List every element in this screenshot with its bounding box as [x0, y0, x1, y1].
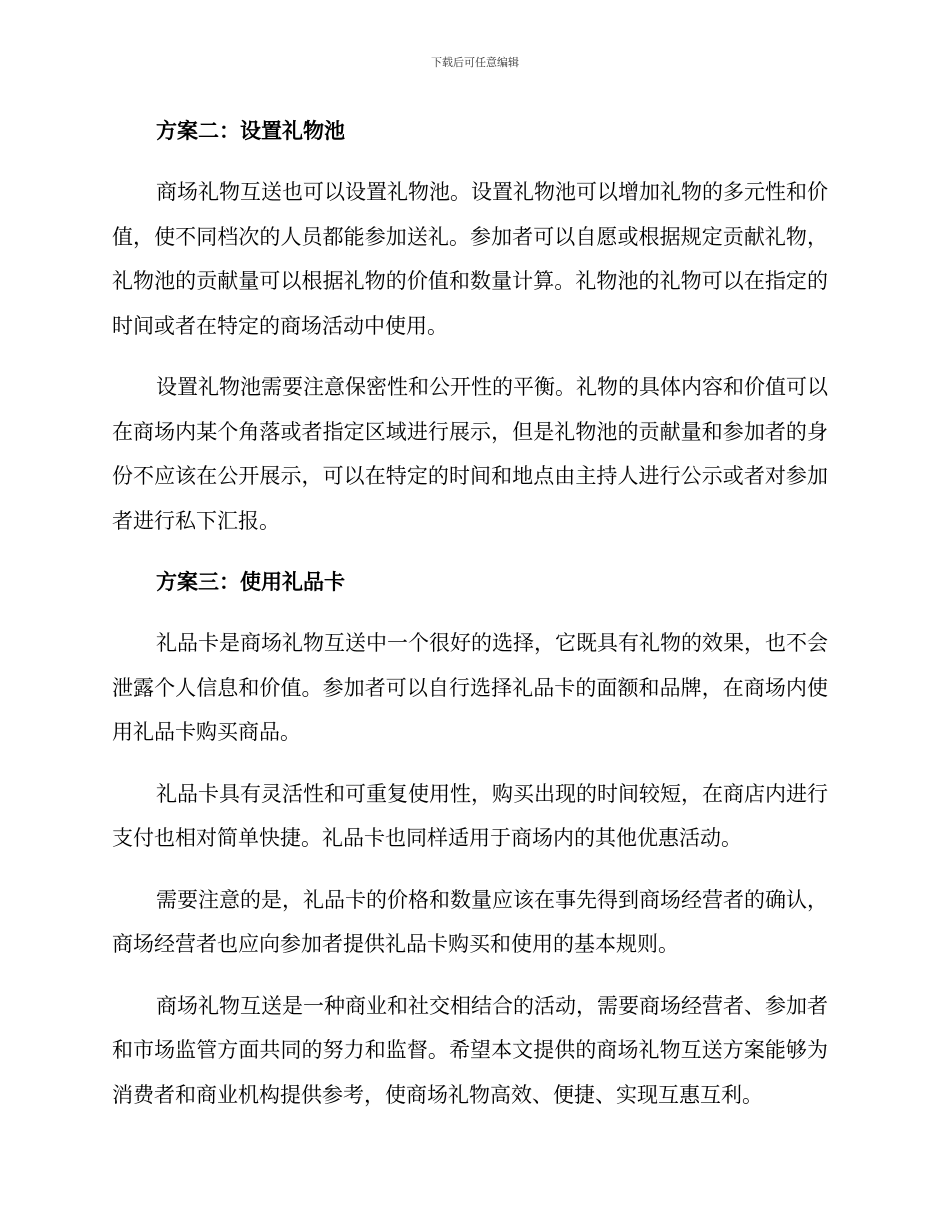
paragraph: 礼品卡是商场礼物互送中一个很好的选择，它既具有礼物的效果，也不会泄露个人信息和价值。参加者可以自行选择礼品卡的面额和品牌，在商场内使用礼品卡购买商品。 [112, 631, 828, 744]
section-heading-plan-two: 方案二：设置礼物池 [156, 119, 345, 143]
document-body [112, 109, 828, 1134]
section-heading-plan-three: 方案三：使用礼品卡 [156, 570, 345, 594]
paragraph: 需要注意的是，礼品卡的价格和数量应该在事先得到商场经营者的确认，商场经营者也应向参加者提供礼品卡购买和使用的基本规则。 [112, 887, 828, 956]
paragraph: 设置礼物池需要注意保密性和公开性的平衡。礼物的具体内容和价值可以在商场内某个角落或者指定区域进行展示，但是礼物池的贡献量和参加者的身份不应该在公开展示，可以在特定的时间和地点由主持人进行公示或者对参加者进行私下汇报。 [112, 375, 828, 533]
paragraph: 商场礼物互送也可以设置礼物池。设置礼物池可以增加礼物的多元性和价值，使不同档次的人员都能参加送礼。参加者可以自愿或根据规定贡献礼物，礼物池的贡献量可以根据礼物的价值和数量计算。礼物池的礼物可以在指定的时间或者在特定的商场活动中使用。 [112, 180, 828, 338]
page-header: 下载后可任意编辑 [431, 56, 519, 69]
paragraph: 商场礼物互送是一种商业和社交相结合的活动，需要商场经营者、参加者和市场监管方面共同的努力和监督。希望本文提供的商场礼物互送方案能够为消费者和商业机构提供参考，使商场礼物高效、便捷、实现互惠互利。 [112, 993, 828, 1107]
paragraph: 礼品卡具有灵活性和可重复使用性，购买出现的时间较短，在商店内进行支付也相对简单快捷。礼品卡也同样适用于商场内的其他优惠活动。 [112, 781, 828, 850]
